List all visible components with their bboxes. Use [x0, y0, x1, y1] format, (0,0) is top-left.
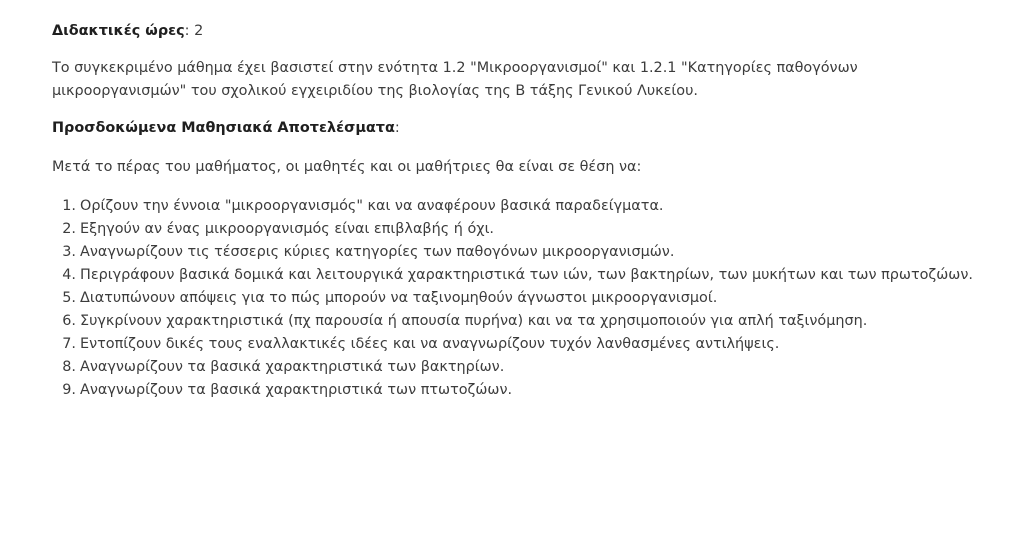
list-item-number: 1. — [62, 198, 76, 214]
list-item — [62, 241, 992, 264]
list-item — [62, 333, 992, 356]
list-item-number: 7. — [62, 336, 76, 352]
list-item-text: Εντοπίζουν δικές τους εναλλακτικές ιδέες και να αναγνωρίζουν τυχόν λανθασμένες αντιλήψεις. — [80, 336, 780, 352]
list-item-text: Ορίζουν την έννοια "μικροοργανισμός" και να αναφέρουν βασικά παραδείγματα. — [80, 198, 664, 214]
outcomes-heading — [52, 117, 992, 140]
list-item — [62, 356, 992, 379]
list-item-text: Εξηγούν αν ένας μικροοργανισμός είναι επιβλαβής ή όχι. — [80, 221, 495, 237]
list-item-number: 8. — [62, 359, 76, 375]
list-item-number: 4. — [62, 267, 76, 283]
lesson-content — [52, 20, 992, 402]
outcomes-list — [52, 195, 992, 402]
list-item-number: 3. — [62, 244, 76, 260]
list-item-number: 6. — [62, 313, 76, 329]
list-item-text: Αναγνωρίζουν τα βασικά χαρακτηριστικά των πτωτοζώων. — [80, 382, 513, 398]
list-item — [62, 310, 992, 333]
outcomes-heading-colon: : — [394, 120, 400, 136]
list-item-number: 9. — [62, 382, 76, 398]
teaching-hours-label: Διδακτικές ώρες — [52, 23, 185, 39]
list-item-text: Αναγνωρίζουν τα βασικά χαρακτηριστικά των βακτηρίων. — [80, 359, 505, 375]
list-item-text: Αναγνωρίζουν τις τέσσερις κύριες κατηγορίες των παθογόνων μικροοργανισμών. — [80, 244, 675, 260]
list-item — [62, 264, 992, 287]
list-item-number: 2. — [62, 221, 76, 237]
teaching-hours-value: : 2 — [184, 23, 204, 39]
list-item-text: Διατυπώνουν απόψεις για το πώς μπορούν να ταξινομηθούν άγνωστοι μικροοργανισμοί. — [80, 290, 718, 306]
list-item — [62, 379, 992, 402]
list-item — [62, 195, 992, 218]
intro-paragraph: Το συγκεκριμένο μάθημα έχει βασιστεί στην ενότητα 1.2 "Μικροοργανισμοί" και 1.2.1 "Κατηγορίες παθογόνων μικροοργανισμών" του σχολικού εγχειριδίου της βιολογίας της Β τάξης Γενικού Λυκείου. — [52, 60, 858, 99]
outcomes-heading-label: Προσδοκώμενα Μαθησιακά Αποτελέσματα — [52, 120, 395, 136]
teaching-hours — [52, 20, 992, 43]
list-item — [62, 287, 992, 310]
list-item-number: 5. — [62, 290, 76, 306]
list-item — [62, 218, 992, 241]
list-item-text: Συγκρίνουν χαρακτηριστικά (πχ παρουσία ή απουσία πυρήνα) και να τα χρησιμοποιούν για απλή ταξινόμηση. — [80, 313, 868, 329]
list-item-text: Περιγράφουν βασικά δομικά και λειτουργικά χαρακτηριστικά των ιών, των βακτηρίων, των μυκήτων και των πρωτοζώων. — [80, 267, 973, 283]
outcomes-lead: Μετά το πέρας του μαθήματος, οι μαθητές και οι μαθήτριες θα είναι σε θέση να: — [52, 159, 642, 175]
